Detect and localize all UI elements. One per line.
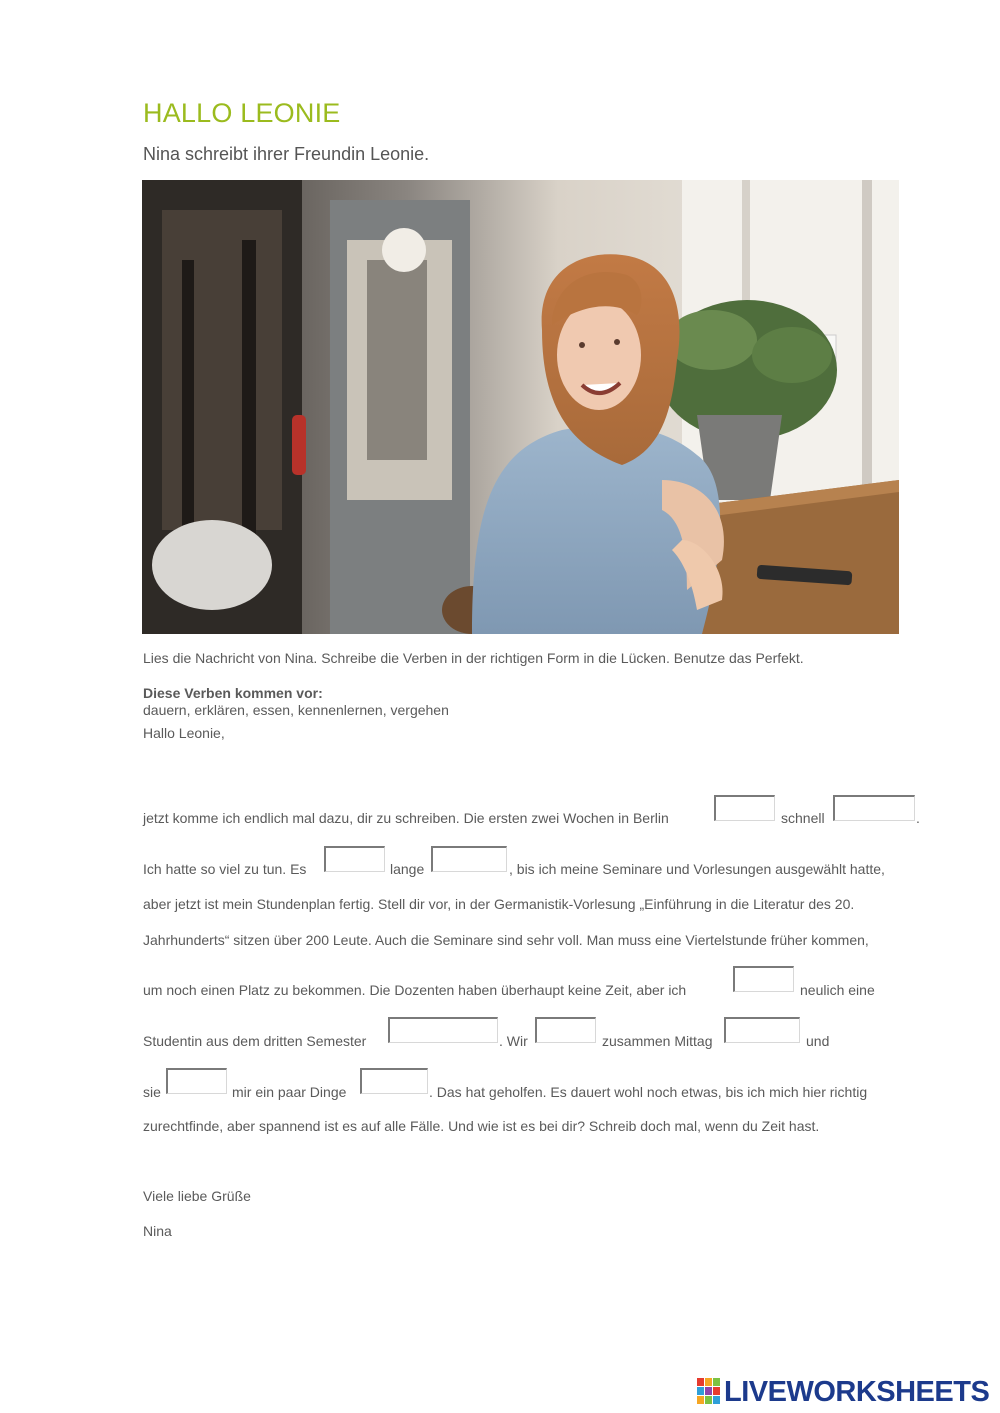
letter-line-8: zurechtfinde, aber spannend ist es auf alle Fälle. Und wie ist es bei dir? Schreib doch mal, wenn du Zeit hast.: [143, 1118, 820, 1134]
letter-signature: Nina: [143, 1223, 172, 1239]
letter-line-7b: mir ein paar Dinge: [232, 1084, 347, 1100]
letter-greeting: Hallo Leonie,: [143, 725, 225, 741]
letter-line-6d: und: [806, 1033, 830, 1049]
letter-line-5a: um noch einen Platz zu bekommen. Die Dozenten haben überhaupt keine Zeit, aber ich: [143, 982, 687, 998]
letter-line-2b: lange: [390, 861, 425, 877]
letter-line-7a: sie: [143, 1084, 161, 1100]
gap-input-3[interactable]: [324, 846, 385, 872]
letter-line-6b: . Wir: [499, 1033, 528, 1049]
letter-line-1a: jetzt komme ich endlich mal dazu, dir zu schreiben. Die ersten zwei Wochen in Berlin: [143, 810, 669, 826]
letter-line-1b: schnell: [781, 810, 825, 826]
letter-line-3: aber jetzt ist mein Stundenplan fertig. Stell dir vor, in der Germanistik-Vorlesung „Einführung in die Literatur des 20.: [143, 896, 855, 912]
page-title: HALLO LEONIE: [143, 98, 341, 128]
verbs-list: dauern, erklären, essen, kennenlernen, vergehen: [143, 702, 449, 718]
letter-line-2c: , bis ich meine Seminare und Vorlesungen ausgewählt hatte,: [509, 861, 885, 877]
letter-line-7c: . Das hat geholfen. Es dauert wohl noch etwas, bis ich mich hier richtig: [429, 1084, 868, 1100]
gap-input-7[interactable]: [535, 1017, 596, 1043]
gap-input-8[interactable]: [724, 1017, 800, 1043]
gap-input-9[interactable]: [166, 1068, 227, 1094]
gap-input-10[interactable]: [360, 1068, 428, 1094]
woman-smiling-photo: [142, 180, 899, 634]
letter-line-6a: Studentin aus dem dritten Semester: [143, 1033, 367, 1049]
gap-input-4[interactable]: [431, 846, 507, 872]
instruction-text: Lies die Nachricht von Nina. Schreibe die Verben in der richtigen Form in die Lücken. Benutze das Perfekt.: [143, 650, 804, 666]
liveworksheets-brand-name[interactable]: LIVEWORKSHEETS: [724, 1376, 990, 1408]
gap-input-6[interactable]: [388, 1017, 498, 1043]
letter-line-4: Jahrhunderts“ sitzen über 200 Leute. Auch die Seminare sind sehr voll. Man muss eine Viertelstunde früher kommen,: [143, 932, 869, 948]
page-subtitle: Nina schreibt ihrer Freundin Leonie.: [143, 144, 430, 164]
gap-input-1[interactable]: [714, 795, 775, 821]
gap-input-2[interactable]: [833, 795, 915, 821]
letter-line-5b: neulich eine: [800, 982, 875, 998]
letter-line-6c: zusammen Mittag: [602, 1033, 713, 1049]
verbs-heading: Diese Verben kommen vor:: [143, 685, 323, 701]
letter-line-2a: Ich hatte so viel zu tun. Es: [143, 861, 307, 877]
liveworksheets-logo-icon: [697, 1378, 723, 1408]
letter-line-1c: .: [916, 810, 920, 826]
gap-input-5[interactable]: [733, 966, 794, 992]
letter-closing: Viele liebe Grüße: [143, 1188, 251, 1204]
